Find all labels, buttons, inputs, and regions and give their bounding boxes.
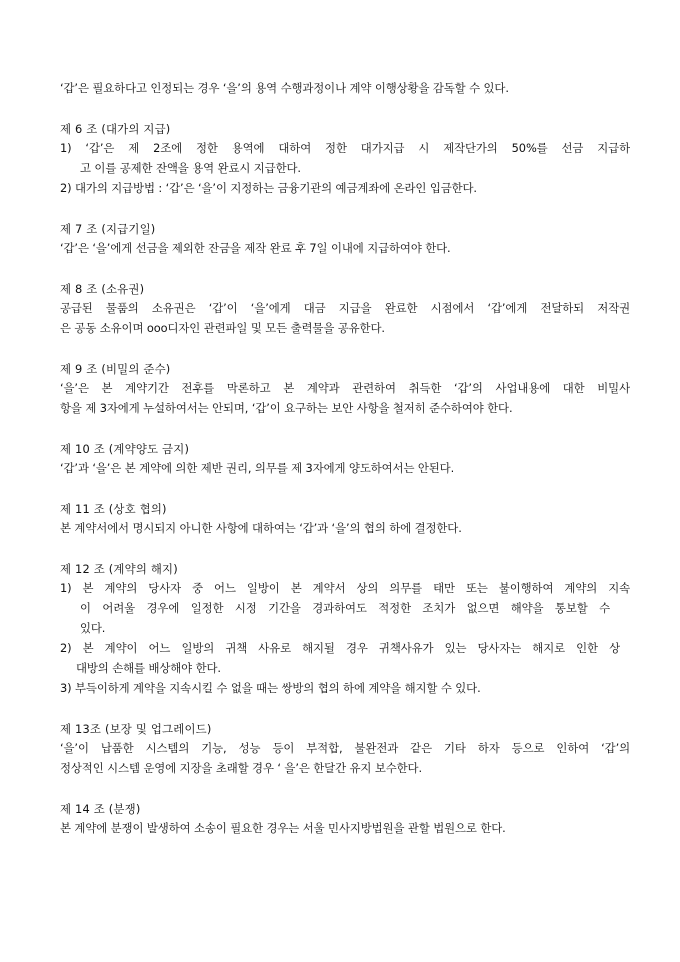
article-9-line-1: ‘을’은 본 계약기간 전후를 막론하고 본 계약과 관련하여 취득한 ‘갑’의 사업내용에 대한 비밀사 (60, 381, 630, 395)
article-7-heading: 제 7 조 (지급기일) (60, 222, 156, 236)
article-10-line-1: ‘갑’과 ‘을’은 본 계약에 의한 제반 권리, 의무를 제 3자에게 양도하여서는 안된다. (60, 461, 455, 475)
article-8-heading: 제 8 조 (소유권) (60, 282, 145, 296)
article-12-line-1: 1) 본 계약의 당사자 중 어느 일방이 본 계약서 상의 의무를 태만 또는 불이행하여 계약의 지속 (60, 581, 630, 595)
article-11-line-1: 본 계약서에서 명시되지 아니한 사항에 대하여는 ‘갑’과 ‘을’의 협의 하에 결정한다. (60, 521, 462, 535)
article-8-line-1: 공급된 물품의 소유권은 ‘갑’이 ‘을’에게 대금 지급을 완료한 시점에서 ‘갑’에게 전달하되 저작권 (60, 301, 630, 315)
article-9-line-2: 항을 제 3자에게 누설하여서는 안되며, ‘갑’이 요구하는 보안 사항을 철저히 준수하여야 한다. (60, 401, 513, 415)
article-12-line-6: 3) 부득이하게 계약을 지속시킬 수 없을 때는 쌍방의 협의 하에 계약을 해지할 수 있다. (60, 681, 481, 695)
article-6-line-1: 1) ‘갑’은 제 2조에 정한 용역에 대하여 정한 대가지급 시 제작단가의 50%를 선금 지급하 (60, 141, 630, 155)
article-11-heading: 제 11 조 (상호 협의) (60, 502, 167, 516)
article-13-line-2: 정상적인 시스템 운영에 지장을 초래할 경우 ‘ 을’은 한달간 유지 보수한다. (60, 761, 422, 775)
article-12-heading: 제 12 조 (계약의 해지) (60, 562, 178, 576)
article-12-line-4: 2) 본 계약이 어느 일방의 귀책 사유로 해지될 경우 귀책사유가 있는 당사자는 해지로 인한 상 (60, 641, 620, 655)
article-14-line-1: 본 계약에 분쟁이 발생하여 소송이 필요한 경우는 서울 민사지방법원을 관할 법원으로 한다. (60, 821, 506, 835)
article-7-line-1: ‘갑’은 ‘을’에게 선금을 제외한 잔금을 제작 완료 후 7일 이내에 지급하여야 한다. (60, 241, 451, 255)
article-9-heading: 제 9 조 (비밀의 준수) (60, 362, 171, 376)
article-12-line-5: 대방의 손해를 배상해야 한다. (76, 661, 221, 675)
article-10-heading: 제 10 조 (계약양도 금지) (60, 442, 190, 456)
intro-text: ‘갑’은 필요하다고 인정되는 경우 ‘을’의 용역 수행과정이나 계약 이행상황을 감독할 수 있다. (60, 81, 509, 95)
article-14-heading: 제 14 조 (분쟁) (60, 802, 141, 816)
article-13-heading: 제 13조 (보장 및 업그레이드) (60, 722, 212, 736)
article-12-line-3: 있다. (80, 621, 106, 635)
article-8-line-2: 은 공동 소유이며 ooo디자인 관련파일 및 모든 출력물을 공유한다. (60, 321, 385, 335)
article-13-line-1: ‘을’이 납품한 시스템의 기능, 성능 등이 부적합, 불완전과 같은 기타 하자 등으로 인하여 ‘갑’의 (60, 741, 630, 755)
article-12-line-2: 이 어려울 경우에 일정한 시정 기간을 경과하여도 적정한 조치가 없으면 해약을 통보할 수 (80, 601, 610, 615)
article-6-line-3: 2) 대가의 지급방법 : ‘갑’은 ‘을’이 지정하는 금융기관의 예금계좌에 온라인 입금한다. (60, 181, 477, 195)
article-6-line-2: 고 이를 공제한 잔액을 용역 완료시 지급한다. (80, 161, 301, 175)
article-6-heading: 제 6 조 (대가의 지급) (60, 122, 171, 136)
